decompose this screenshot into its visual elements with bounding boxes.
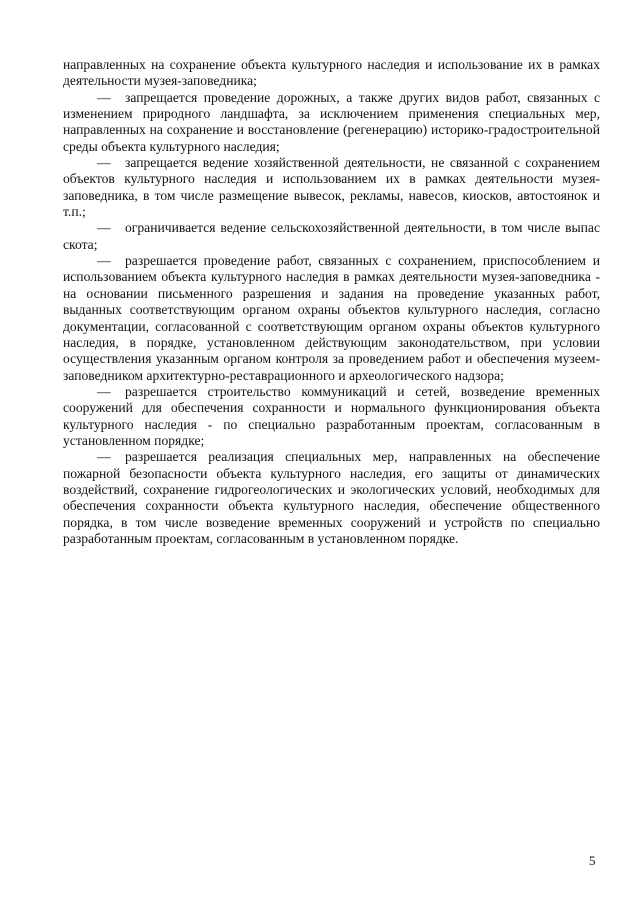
list-item-text: ограничивается ведение сельскохозяйственной деятельности, в том числе выпас скота;	[63, 220, 600, 252]
dash-marker: —	[97, 220, 111, 236]
dash-marker: —	[97, 253, 111, 269]
list-item-text: запрещается проведение дорожных, а также других видов работ, связанных с изменением природного ландшафта, за исключением применения специальных мер, направленных на сохранение и восстановление (регенерацию) историко-градостроительной среды объекта культурного наследия;	[63, 89, 600, 154]
dash-marker: —	[97, 89, 111, 105]
list-item	[63, 449, 600, 547]
page-number: 5	[589, 853, 596, 868]
list-item-text: разрешается строительство коммуникаций и сетей, возведение временных сооружений для обеспечения сохранности и нормального функционирования объекта культурного наследия - по специально разработанным проектам, согласованным в установленном порядке;	[63, 383, 600, 448]
dash-marker: —	[97, 155, 111, 171]
list-item	[63, 155, 600, 220]
list-item	[63, 253, 600, 384]
dash-marker: —	[97, 383, 111, 399]
list-item-text: разрешается реализация специальных мер, направленных на обеспечение пожарной безопасности объекта культурного наследия, его защиты от динамических воздействий, сохранение гидрогеологических и экологических условий, необходимых для обеспечения сохранности объекта культурного наследия, обеспечение общественного порядка, в том числе возведение временных сооружений и устройств по специально разработанным проектам, согласованным в установленном порядке.	[63, 449, 600, 546]
list-item	[63, 384, 600, 449]
document-body	[63, 57, 600, 547]
intro-paragraph: направленных на сохранение объекта культурного наследия и использование их в рамках деятельности музея-заповедника;	[63, 57, 600, 89]
list-item	[63, 90, 600, 155]
list-item-text: запрещается ведение хозяйственной деятельности, не связанной с сохранением объектов культурного наследия и использованием их в рамках деятельности музея-заповедника, в том числе размещение вывесок, рекламы, навесов, киосков, автостоянок и т.п.;	[63, 155, 600, 220]
list-item-text: разрешается проведение работ, связанных с сохранением, приспособлением и использованием объекта культурного наследия в рамках деятельности музея-заповедника - на основании письменного разрешения и задания на проведение указанных работ, выданных соответствующим органом охраны объектов культурного наследия, согласно документации, согласованной с соответствующим органом охраны объектов культурного наследия, в порядке, установленном действующим законодательством, при условии осуществления указанным органом контроля за проведением работ и обеспечения музеем-заповедником архитектурно-реставрационного и археологического надзора;	[63, 253, 600, 383]
dash-marker: —	[97, 449, 111, 465]
list-item	[63, 220, 600, 253]
